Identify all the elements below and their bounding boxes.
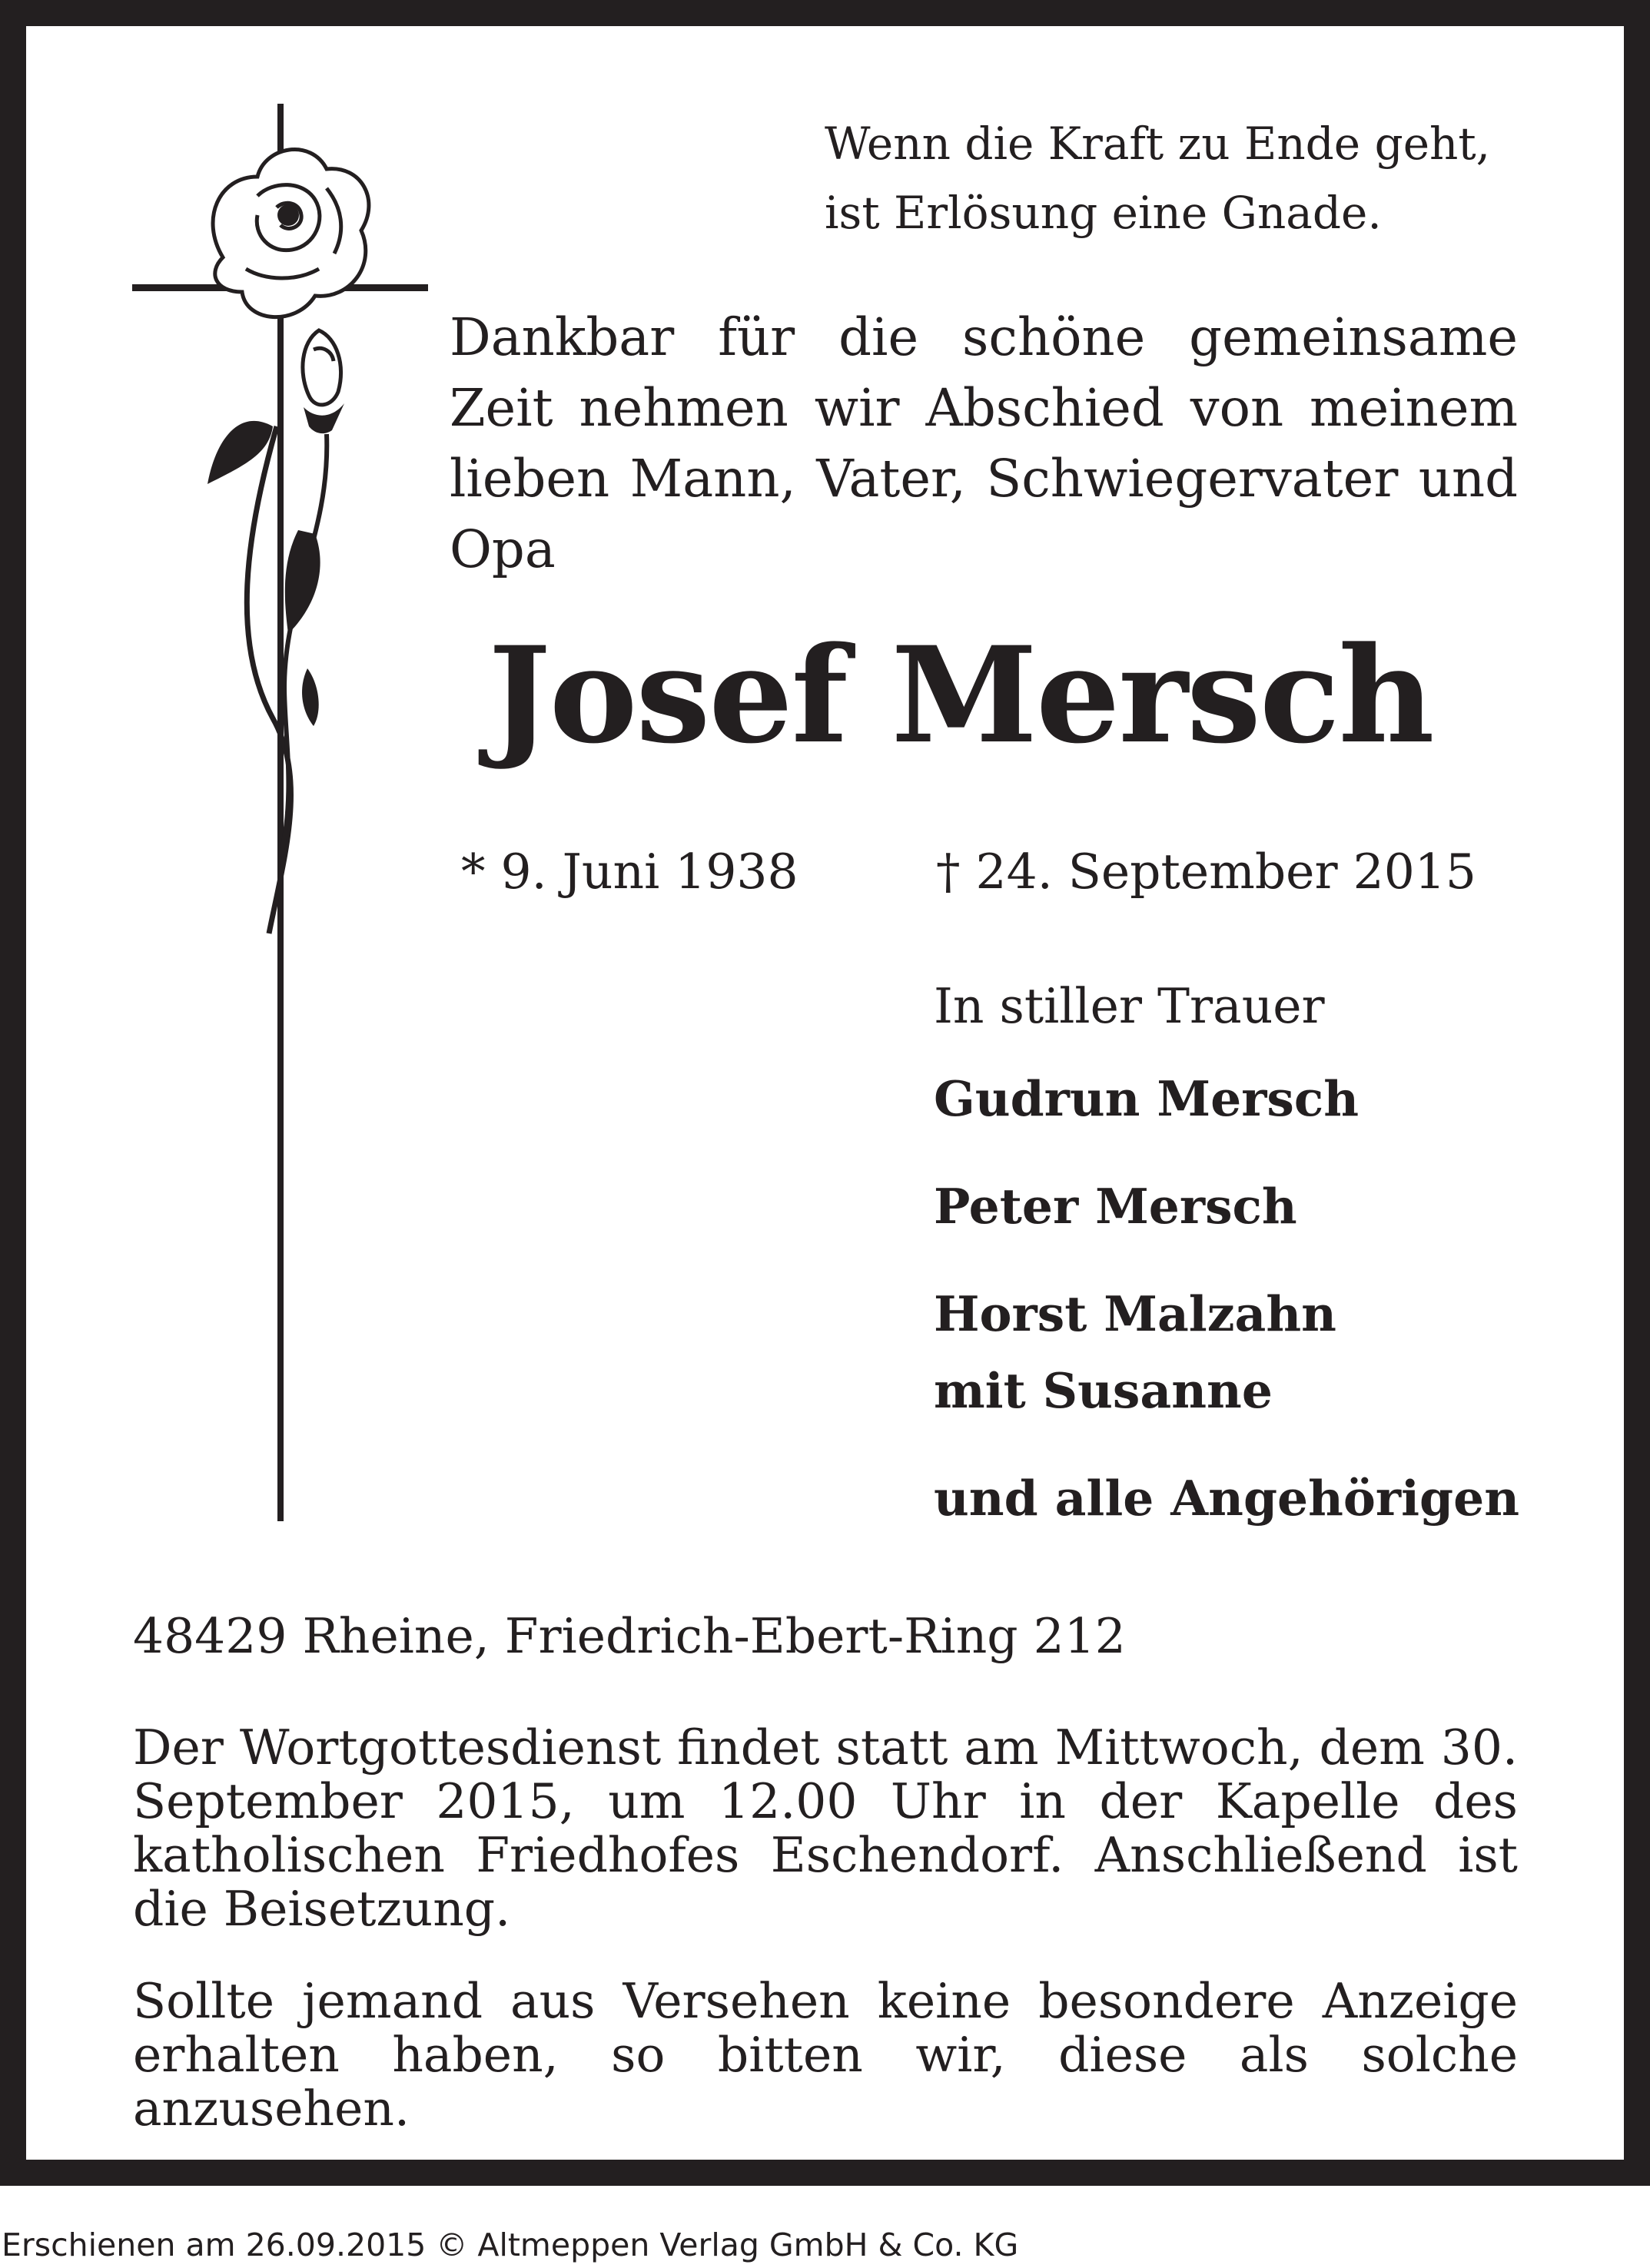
deceased-name: Josef Mersch [488, 617, 1433, 773]
mourning-intro: In stiller Trauer [934, 978, 1325, 1034]
cross-with-rose-icon [131, 104, 438, 1525]
rose-bud [303, 330, 341, 405]
mourner-name: Gudrun Mersch [934, 1070, 1360, 1127]
quote-line-1: Wenn die Kraft zu Ende geht, [825, 118, 1491, 170]
rose-blossom [213, 150, 369, 317]
mourner-name: Horst Malzahn [934, 1285, 1336, 1342]
death-date: † 24. September 2015 [936, 844, 1476, 900]
address: 48429 Rheine, Friedrich-Ebert-Ring 212 [133, 1608, 1126, 1664]
service-text: Der Wortgottesdienst findet statt am Mittwoch, dem 30. September 2015, um 12.00 Uhr in der Kapelle des katholischen Friedhofes Eschendorf. Anschließend ist die Beisetzung. [133, 1719, 1518, 1937]
mourner-name: und alle Angehörigen [934, 1470, 1519, 1527]
notice-text: Sollte jemand aus Versehen keine besondere Anzeige erhalten haben, so bitten wir, diese als solche anzusehen. [133, 1973, 1518, 2137]
publication-footer: Erschienen am 26.09.2015 © Altmeppen Verlag GmbH & Co. KG [2, 2227, 1019, 2263]
intro-text: Dankbar für die schöne gemeinsame Zeit nehmen wir Abschied von meinem lieben Mann, Vater, Schwiegervater und Opa [450, 307, 1518, 579]
mourner-name: mit Susanne [934, 1362, 1273, 1419]
quote-line-2: ist Erlösung eine Gnade. [825, 187, 1382, 239]
mourner-name: Peter Mersch [934, 1178, 1297, 1235]
birth-date: * 9. Juni 1938 [461, 844, 798, 900]
quote [825, 109, 1547, 247]
